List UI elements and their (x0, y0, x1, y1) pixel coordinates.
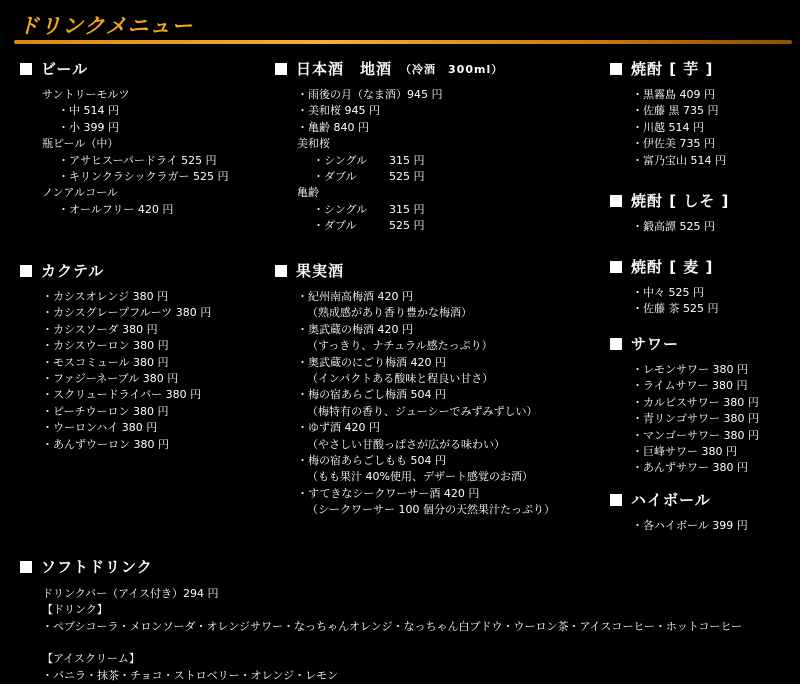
menu-line: ・亀齢 840 円 (297, 120, 369, 134)
menu-line: ・ペプシコーラ・メロンソーダ・オレンジサワー・なっちゃんオレンジ・なっちゃん白ブドウ・ウーロン茶・アイスコーヒー・ホットコーヒー (42, 619, 743, 633)
menu-line: ・ダブル 525 円 (313, 219, 425, 233)
menu-note: （もも果汁 40%使用、デザート感覚のお酒） (307, 470, 533, 484)
square-bullet-icon (610, 261, 622, 273)
menu-line: ・キリンクラシックラガー 525 円 (58, 170, 229, 184)
highball-heading: ハイボール (610, 489, 748, 510)
menu-note: （インパクトある酸味と程良い甘さ） (307, 372, 494, 386)
sour-heading: サワー (610, 333, 759, 354)
page-title: ドリンクメニュー (18, 14, 194, 38)
square-bullet-icon (610, 494, 622, 506)
menu-line: ・ファジーネーブル 380 円 (42, 372, 179, 386)
menu-line: ・レモンサワー 380 円 (632, 363, 748, 376)
square-bullet-icon (610, 338, 622, 350)
menu-line: ・ゆず酒 420 円 (297, 421, 380, 435)
menu-line: 瓶ビール（中） (42, 137, 119, 151)
menu-line: ・すてきなシークワーサー酒 420 円 (297, 486, 480, 500)
shochu-shiso-heading: 焼酎 [ しそ ] (610, 190, 729, 211)
spacer (20, 635, 800, 651)
menu-line: ・ライムサワー 380 円 (632, 379, 748, 393)
menu-line: 美和桜 (297, 137, 330, 151)
fruit-heading: 果実酒 (275, 260, 555, 281)
menu-line: ・スクリュードライバー 380 円 (42, 388, 202, 402)
menu-line: ・美和桜 945 円 (297, 104, 380, 118)
fruit-section (275, 260, 555, 519)
soft-drink-heading: ソフトドリンク (20, 556, 800, 577)
beer-section (20, 58, 229, 218)
menu-line: ・小 399 円 (58, 120, 119, 134)
menu-line: ・梅の宿あらごしもも 504 円 (297, 454, 446, 468)
highball-section (610, 489, 748, 534)
menu-line: ・梅の宿あらごし梅酒 504 円 (297, 388, 446, 402)
menu-line: ・カシスオレンジ 380 円 (42, 290, 169, 303)
menu-line: ・シングル 315 円 (313, 153, 425, 167)
menu-line: ・モスコミュール 380 円 (42, 355, 169, 369)
menu-line: ・バニラ・抹茶・チョコ・ストロベリー・オレンジ・レモン (42, 668, 339, 682)
menu-line: ノンアルコール (42, 186, 118, 200)
shochu-mugi-section (610, 256, 719, 318)
sake-heading: 日本酒 地酒 （冷酒 300ml） (275, 58, 503, 79)
beer-heading: ビール (20, 58, 229, 79)
sake-subheading: （冷酒 300ml） (400, 62, 504, 76)
menu-line: ・ダブル 525 円 (313, 170, 425, 184)
menu-line: ・各ハイボール 399 円 (632, 519, 748, 532)
menu-line: ・ウーロンハイ 380 円 (42, 421, 158, 435)
menu-line: ・奥武蔵の梅酒 420 円 (297, 322, 413, 336)
cocktail-heading: カクテル (20, 260, 211, 281)
menu-line: ・オールフリー 420 円 (58, 202, 174, 216)
menu-note: （熟成感があり香り豊かな梅酒） (307, 306, 472, 320)
title-underline (14, 40, 792, 44)
shochu-imo-heading: 焼酎 [ 芋 ] (610, 58, 726, 79)
menu-line: ・佐藤 茶 525 円 (632, 302, 719, 316)
menu-line: ・奥武蔵のにごり梅酒 420 円 (297, 355, 446, 369)
menu-line: ・シングル 315 円 (313, 202, 425, 216)
menu-line: ・カシスグレープフルーツ 380 円 (42, 306, 212, 320)
menu-line: ・カシスウーロン 380 円 (42, 339, 169, 353)
square-bullet-icon (610, 63, 622, 75)
menu-line: ・アサヒスーパードライ 525 円 (58, 153, 217, 167)
menu-line: ・カルピスサワー 380 円 (632, 395, 759, 409)
menu-line: ドリンクバー（アイス付き）294 円 (42, 587, 219, 600)
menu-note: （すっきり、ナチュラル感たっぷり） (307, 339, 493, 353)
soft-drink-section (20, 556, 800, 684)
menu-line: ・紀州南高梅酒 420 円 (297, 290, 413, 303)
menu-line: ・川越 514 円 (632, 120, 704, 134)
menu-line: ・伊佐美 735 円 (632, 137, 715, 151)
menu-line: ・黒霧島 409 円 (632, 88, 715, 101)
menu-line: ・マンゴーサワー 380 円 (632, 428, 759, 442)
menu-line: ・あんずウーロン 380 円 (42, 437, 169, 451)
menu-line: サントリーモルツ (42, 88, 130, 101)
menu-line: ・鍛高譚 525 円 (632, 220, 715, 233)
menu-note: （梅特有の香り、ジューシーでみずみずしい） (307, 404, 538, 418)
menu-line: ・佐藤 黒 735 円 (632, 104, 719, 118)
square-bullet-icon (20, 265, 32, 277)
square-bullet-icon (275, 63, 287, 75)
menu-line: 【ドリンク】 (42, 603, 108, 617)
square-bullet-icon (20, 561, 32, 573)
menu-note: （やさしい甘酸っぱさが広がる味わい） (307, 437, 505, 451)
square-bullet-icon (20, 63, 32, 75)
square-bullet-icon (610, 195, 622, 207)
menu-line: 【アイスクリーム】 (42, 652, 140, 666)
menu-line: ・中 514 円 (58, 104, 119, 118)
shochu-imo-section (610, 58, 726, 169)
menu-line: ・ピーチウーロン 380 円 (42, 404, 169, 418)
sour-section (610, 333, 759, 477)
menu-line: ・青リンゴサワー 380 円 (632, 412, 759, 426)
menu-note: （シークワーサー 100 個分の天然果汁たっぷり） (307, 503, 555, 517)
shochu-shiso-section (610, 190, 729, 235)
sake-section (275, 58, 503, 235)
menu-line: ・カシスソーダ 380 円 (42, 322, 158, 336)
cocktail-section (20, 260, 211, 453)
square-bullet-icon (275, 265, 287, 277)
menu-line: ・富乃宝山 514 円 (632, 153, 726, 167)
menu-line: ・あんずサワー 380 円 (632, 461, 748, 475)
menu-line: ・巨峰サワー 380 円 (632, 445, 737, 459)
menu-line: ・雨後の月（なま酒）945 円 (297, 88, 443, 101)
menu-line: ・中々 525 円 (632, 286, 704, 299)
shochu-mugi-heading: 焼酎 [ 麦 ] (610, 256, 719, 277)
menu-line: 亀齢 (297, 186, 319, 200)
